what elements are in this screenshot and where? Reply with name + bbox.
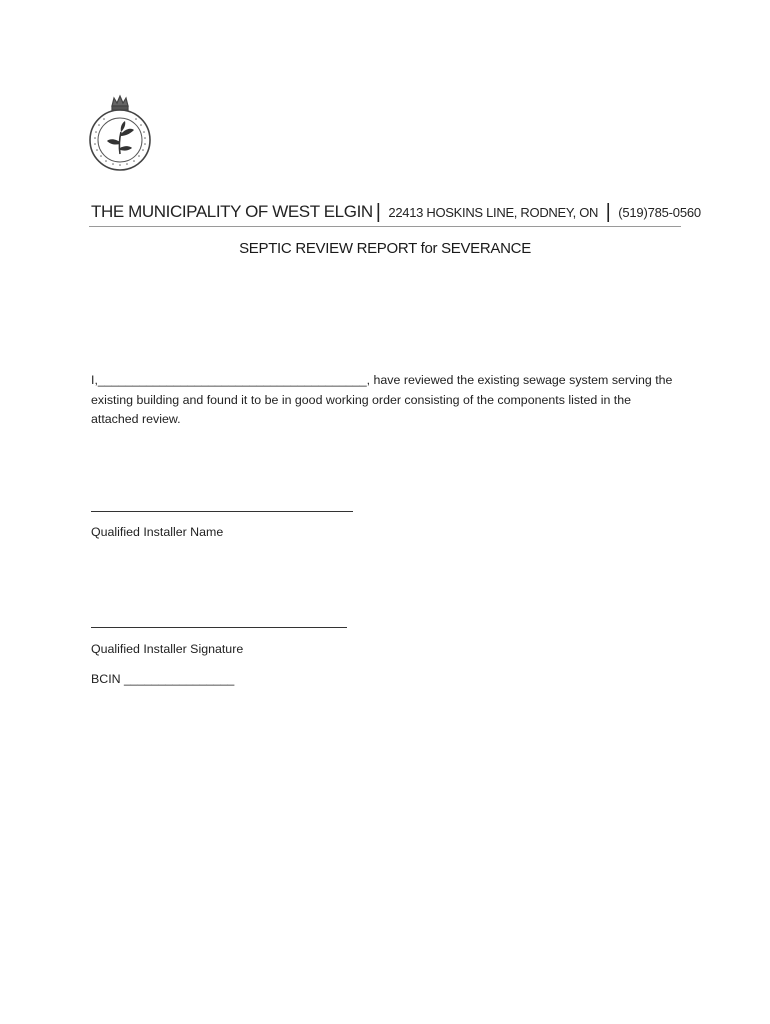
letterhead xyxy=(91,200,701,223)
installer-name-line[interactable] xyxy=(91,511,353,512)
header-divider xyxy=(89,226,681,227)
installer-signature-line[interactable] xyxy=(91,627,347,628)
page-title: SEPTIC REVIEW REPORT for SEVERANCE xyxy=(239,240,531,257)
header-separator: | xyxy=(375,201,381,223)
municipality-phone: (519)785-0560 xyxy=(618,205,701,220)
municipality-name: THE MUNICIPALITY OF WEST ELGIN xyxy=(91,202,373,221)
review-statement: I,_______________________________________, have reviewed the existing sewage system serving the existing building and found it to be in good working order consisting of the components listed in the attached review. xyxy=(91,373,673,426)
header-separator-2: | xyxy=(605,201,611,223)
municipality-address: 22413 HOSKINS LINE, RODNEY, ON xyxy=(388,205,599,220)
installer-signature-label: Qualified Installer Signature xyxy=(91,642,244,656)
installer-name-label: Qualified Installer Name xyxy=(91,525,224,539)
bcin-field[interactable]: BCIN ________________ xyxy=(91,672,235,686)
municipal-crest-icon xyxy=(84,92,156,172)
